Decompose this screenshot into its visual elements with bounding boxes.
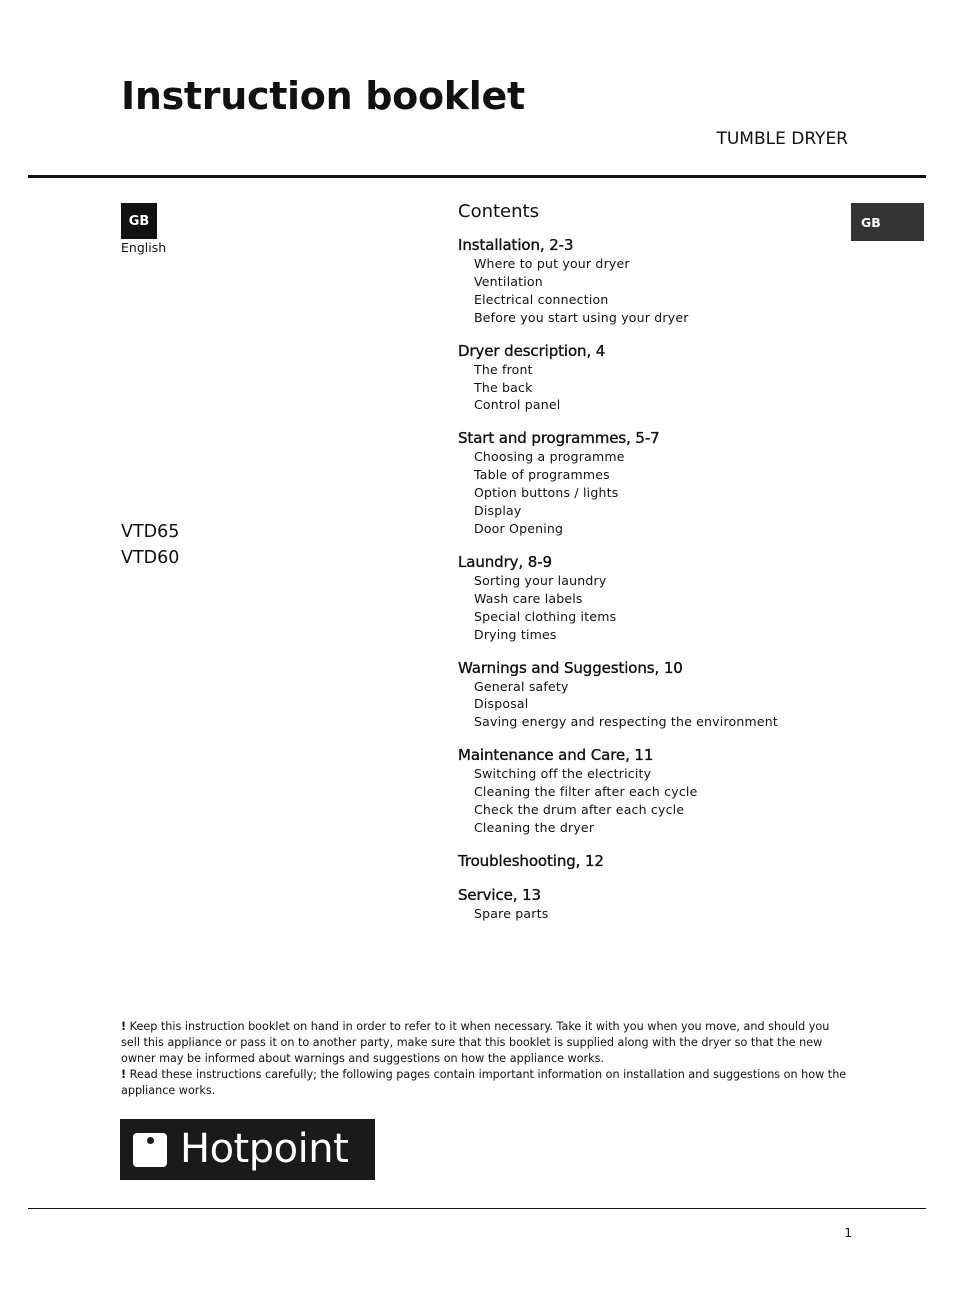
list-item: Switching off the electricity [474,766,652,782]
list-item: The front [474,361,533,377]
section-items [458,361,848,415]
section-items [458,448,848,538]
warning-mark: ! [121,1068,127,1081]
language-label: English [121,240,167,255]
footer-divider [28,1208,926,1209]
section-title: Start and programmes, 5-7 [458,429,660,448]
section-title: Service, 13 [458,885,541,904]
product-type: TUMBLE DRYER [716,129,848,149]
model-name: VTD65 [121,522,180,542]
table-of-contents [458,200,848,938]
list-item: Special clothing items [474,608,617,624]
section-title: Dryer description, 4 [458,341,606,360]
list-item: Door Opening [474,520,564,536]
contents-heading: Contents [458,201,539,222]
list-item: Sorting your laundry [474,572,607,588]
list-item: Where to put your dryer [474,256,630,271]
note-paragraph [121,1067,851,1099]
section-items [458,255,848,327]
list-item: Wash care labels [474,590,583,606]
list-item: Control panel [474,397,561,413]
list-item: Choosing a programme [474,449,625,465]
warning-mark: ! [121,1020,127,1033]
note-text: Read these instructions carefully; the following pages contain important information on installation and suggestions on how the appliance works. [121,1068,847,1097]
list-item: The back [474,379,533,395]
section-title: Troubleshooting, 12 [458,851,604,870]
contents-section [458,852,848,871]
section-items [458,765,848,837]
logo-wordmark: Hotpoint [180,1126,349,1172]
language-tab: GB [851,203,924,241]
section-items [458,572,848,644]
section-title: Warnings and Suggestions, 10 [458,658,683,677]
language-badge: GB [121,203,157,239]
notes [121,1019,851,1099]
contents-section [458,886,848,923]
logo-dot-icon [147,1137,154,1144]
list-item: Check the drum after each cycle [474,802,685,818]
note-text: Keep this instruction booklet on hand in order to refer to it when necessary. Take it with you when you move, and should you sell this appliance or pass it on to another party, make sure that this booklet is supplied along with the dryer so that the new owner may be informed about warnings and suggestions on how the appliance works. [121,1020,830,1065]
list-item: Saving energy and respecting the environment [474,714,778,730]
model-list [121,519,179,571]
section-items [458,905,848,923]
list-item: Display [474,503,522,519]
list-item: Drying times [474,626,557,642]
section-items [458,678,848,732]
contents-section [458,659,848,732]
list-item: Cleaning the filter after each cycle [474,784,698,800]
page-title: Instruction booklet [121,74,525,118]
contents-sections [458,236,848,923]
section-title: Installation, 2-3 [458,236,574,254]
list-item: Before you start using your dryer [474,309,689,325]
list-item: Ventilation [474,273,543,289]
section-title: Maintenance and Care, 11 [458,746,654,765]
model-name: VTD60 [121,548,180,568]
contents-section [458,236,848,327]
list-item: Disposal [474,696,529,712]
contents-section [458,553,848,644]
contents-section [458,746,848,837]
list-item: Electrical connection [474,291,609,307]
list-item: Cleaning the dryer [474,819,595,835]
list-item: Option buttons / lights [474,485,619,501]
section-title: Laundry, 8-9 [458,552,552,571]
list-item: Spare parts [474,905,549,921]
contents-section [458,342,848,415]
brand-logo [120,1119,375,1180]
contents-section [458,429,848,538]
logo-mark-icon [133,1133,167,1167]
page-number: 1 [844,1226,852,1240]
list-item: Table of programmes [474,467,610,483]
list-item: General safety [474,678,569,694]
note-paragraph [121,1019,851,1067]
header-divider [28,175,926,178]
